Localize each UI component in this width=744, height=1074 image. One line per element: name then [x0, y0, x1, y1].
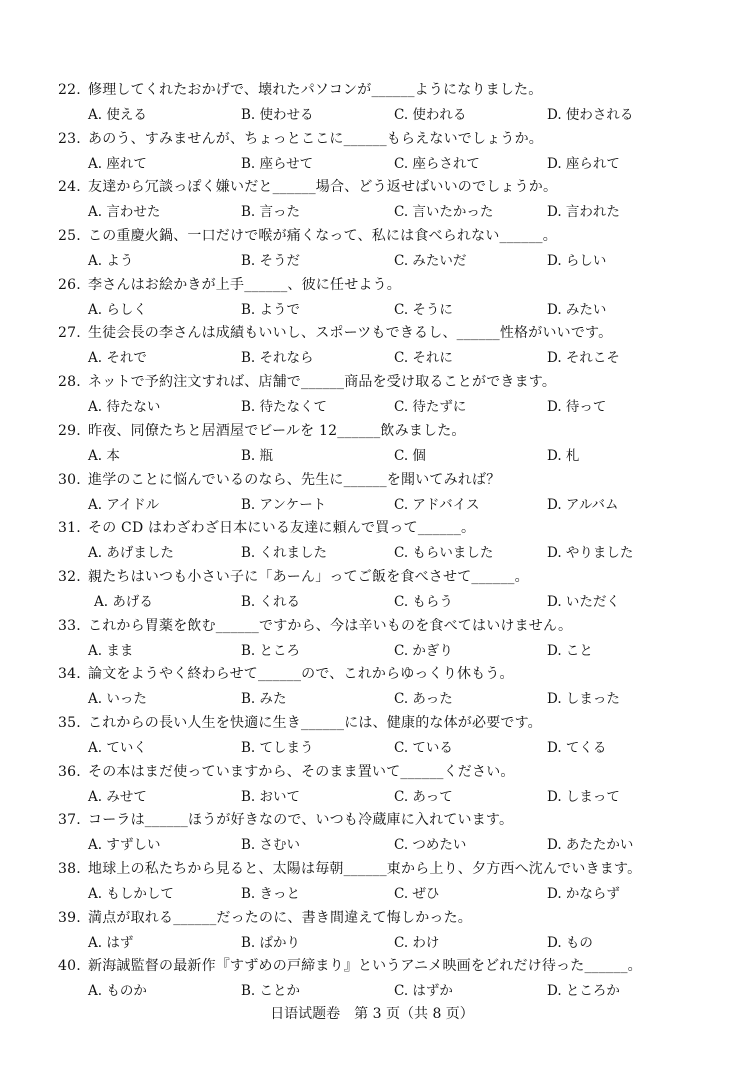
option-b: B. くれました [241, 545, 328, 562]
option-d: D. みたい [547, 301, 607, 318]
answer-options [88, 639, 688, 663]
option-c: C. はずか [394, 983, 453, 1000]
option-b: B. きっと [241, 886, 301, 902]
answer-options [88, 979, 688, 1003]
option-b: B. 言った [241, 204, 301, 221]
option-d: D. いただく [547, 593, 620, 610]
question-line [58, 78, 542, 102]
question-item [58, 175, 688, 224]
answer-options [88, 833, 688, 857]
answer-options [88, 346, 688, 370]
option-a: A. もしかして [88, 886, 174, 902]
option-c: C. 個 [394, 447, 426, 464]
option-c: C. 待たずに [394, 399, 467, 416]
option-d: D. 札 [547, 447, 580, 464]
option-a: A. 座れて [88, 155, 147, 172]
question-item [58, 468, 688, 517]
option-d: D. しまって [547, 788, 620, 805]
question-text: 生徒会長の李さんは成績もいいし、スポーツもできるし、______性格がいいです。 [88, 325, 613, 342]
option-a: A. 本 [88, 447, 120, 464]
option-b: B. てしまう [241, 739, 314, 756]
question-text: これから胃薬を飲む______ですから、今は辛いものを食べてはいけません。 [88, 617, 573, 634]
answer-options [88, 785, 688, 809]
option-d: D. 使わされる [547, 107, 634, 123]
option-b: B. 瓶 [241, 447, 274, 464]
question-number: 36. [58, 763, 81, 780]
question-text: 地球上の私たちから見ると、太陽は毎朝______東から上り、夕方西へ沈んでいきます。 [88, 861, 642, 877]
question-text: ネットで予約注文すれば、店舗で______商品を受け取ることができます。 [88, 374, 557, 391]
option-d: D. らしい [547, 253, 607, 270]
question-number: 37. [58, 812, 81, 829]
option-d: D. 座られて [547, 155, 620, 172]
question-line [58, 273, 401, 297]
option-c: C. 使われる [394, 107, 467, 123]
option-c: C. みたいだ [394, 253, 467, 270]
question-number: 40. [58, 958, 81, 975]
answer-options [88, 590, 688, 614]
question-text: その CD はわざわざ日本にいる友達に頼んで買って______。 [88, 520, 476, 537]
option-d: D. かならず [547, 886, 620, 902]
question-item [58, 78, 688, 127]
option-d: D. もの [547, 934, 593, 951]
option-a: A. ものか [88, 983, 147, 1000]
question-text: 昨夜、同僚たちと居酒屋でビールを 12______飲みました。 [88, 422, 466, 439]
option-a: A. アイドル [88, 496, 160, 513]
option-c: C. ぜひ [394, 886, 440, 902]
question-number: 26. [58, 276, 81, 293]
question-number: 24. [58, 179, 81, 196]
question-item [58, 662, 688, 711]
question-text: これからの長い人生を快適に生き______には、健康的な体が必要です。 [88, 714, 542, 731]
question-number: 23. [58, 130, 81, 147]
option-c: C. 言いたかった [394, 204, 494, 221]
answer-options [88, 444, 688, 468]
question-text: 修理してくれたおかげで、壊れたパソコンが______ようになりました。 [88, 82, 543, 98]
question-line [58, 760, 515, 784]
question-item [58, 906, 688, 955]
question-item [58, 857, 688, 906]
option-c: C. わけ [394, 934, 440, 951]
question-item [58, 516, 688, 565]
question-item [58, 808, 688, 857]
question-line [58, 565, 529, 589]
question-line [58, 370, 556, 394]
question-number: 22. [58, 82, 81, 98]
question-number: 29. [58, 422, 81, 439]
answer-options [88, 736, 688, 760]
option-c: C. もらいました [394, 545, 494, 562]
question-text: 親たちはいつも小さい子に「あーん」ってご飯を食べさせて______。 [88, 568, 529, 585]
option-c: C. アドバイス [394, 496, 480, 513]
question-number: 31. [58, 520, 81, 537]
answer-options [88, 298, 688, 322]
option-b: B. おいて [241, 788, 301, 805]
question-item [58, 565, 688, 614]
answer-options [88, 152, 688, 176]
question-item [58, 273, 688, 322]
question-item [58, 127, 688, 176]
answer-options [88, 200, 688, 224]
option-a: A. みせて [88, 788, 147, 805]
option-b: B. さむい [241, 837, 301, 854]
question-number: 28. [58, 374, 81, 391]
question-number: 25. [58, 228, 81, 245]
question-number: 39. [58, 909, 81, 926]
question-item [58, 614, 688, 663]
option-a: A. らしく [88, 301, 147, 318]
option-c: C. かぎり [394, 642, 453, 659]
option-a: A. それで [88, 350, 147, 367]
question-text: 満点が取れる______だったのに、書き間違えて悔しかった。 [88, 909, 472, 926]
option-c: C. ている [394, 739, 453, 756]
option-d: D. しまった [547, 691, 620, 708]
question-item [58, 224, 688, 273]
question-item [58, 711, 688, 760]
option-b: B. ことか [241, 983, 301, 1000]
option-d: D. それこそ [547, 350, 620, 367]
question-line [58, 321, 612, 345]
question-text: 論文をようやく終わらせて______ので、これからゆっくり休もう。 [88, 666, 514, 683]
question-number: 35. [58, 714, 81, 731]
question-text: その本はまだ使っていますから、そのまま置いて______ください。 [88, 763, 515, 780]
option-b: B. 待たなくて [241, 399, 328, 416]
question-line [58, 614, 572, 638]
option-d: D. アルバム [547, 496, 619, 513]
question-line [58, 954, 642, 978]
question-text: あのう、すみませんが、ちょっとここに______もらえないでしょうか。 [88, 130, 543, 147]
question-item [58, 954, 688, 1003]
option-d: D. あたたかい [547, 837, 634, 854]
option-d: D. やりました [547, 545, 634, 562]
option-a: A. よう [88, 253, 134, 270]
question-number: 32. [58, 568, 81, 585]
question-number: 27. [58, 325, 81, 342]
answer-options [88, 493, 688, 517]
option-a: A. 使える [88, 107, 147, 123]
option-b: B. アンケート [241, 496, 327, 513]
question-line [58, 711, 542, 735]
answer-options [88, 882, 688, 906]
option-a: A. あげる [94, 593, 153, 610]
option-c: C. あって [394, 788, 453, 805]
page-footer: 日语试题卷 第 3 页（共 8 页） [270, 1006, 474, 1022]
question-number: 34. [58, 666, 81, 683]
question-line [58, 906, 472, 930]
option-b: B. みた [241, 691, 287, 708]
option-b: B. 座らせて [241, 155, 314, 172]
option-d: D. こと [547, 642, 593, 659]
option-b: B. ばかり [241, 934, 301, 951]
option-a: A. すずしい [88, 837, 161, 854]
option-b: B. ところ [241, 642, 301, 659]
question-line [58, 468, 500, 492]
question-list [58, 78, 688, 1003]
option-a: A. あげました [88, 545, 174, 562]
option-d: D. てくる [547, 739, 607, 756]
question-line [58, 127, 543, 151]
question-text: 李さんはお絵かきが上手______、彼に任せよう。 [88, 276, 401, 293]
option-a: A. 言わせた [88, 204, 161, 221]
question-item [58, 419, 688, 468]
question-text: この重慶火鍋、一口だけで喉が痛くなって、私には食べられない______。 [88, 228, 557, 245]
answer-options [88, 541, 688, 565]
option-a: A. まま [88, 642, 134, 659]
option-c: C. そうに [394, 301, 453, 318]
answer-options [88, 103, 688, 127]
option-b: B. ようで [241, 301, 301, 318]
question-line [58, 808, 513, 832]
question-number: 38. [58, 861, 81, 877]
option-b: B. 使わせる [241, 107, 314, 123]
question-line [58, 224, 557, 248]
answer-options [88, 931, 688, 955]
option-a: A. 待たない [88, 399, 161, 416]
option-c: C. つめたい [394, 837, 467, 854]
option-b: B. それなら [241, 350, 314, 367]
option-d: D. 待って [547, 399, 607, 416]
question-item [58, 370, 688, 419]
answer-options [88, 687, 688, 711]
option-a: A. いった [88, 691, 147, 708]
question-line [58, 662, 514, 686]
answer-options [88, 395, 688, 419]
question-number: 30. [58, 471, 81, 488]
question-item [58, 321, 688, 370]
question-line [58, 419, 466, 443]
answer-options [88, 249, 688, 273]
option-a: A. ていく [88, 739, 147, 756]
question-line [58, 857, 641, 881]
option-b: B. くれる [241, 593, 301, 610]
option-c: C. それに [394, 350, 453, 367]
option-c: C. もらう [394, 593, 453, 610]
question-text: 新海誠監督の最新作『すずめの戸締まり』というアニメ映画をどれだけ待った______。 [88, 958, 642, 975]
question-text: 友達から冗談っぽく嫌いだと______場合、どう返せばいいのでしょうか。 [88, 179, 558, 196]
option-d: D. ところか [547, 983, 620, 1000]
question-text: 進学のことに悩んでいるのなら、先生に______を聞いてみれば？ [88, 471, 501, 488]
question-text: コーラは______ほうが好きなので、いつも冷蔵庫に入れています。 [88, 812, 514, 829]
question-item [58, 760, 688, 809]
option-d: D. 言われた [547, 204, 620, 221]
option-c: C. あった [394, 691, 453, 708]
question-number: 33. [58, 617, 81, 634]
option-b: B. そうだ [241, 253, 301, 270]
option-c: C. 座らされて [394, 155, 480, 172]
question-line [58, 175, 557, 199]
option-a: A. はず [88, 934, 134, 951]
question-line [58, 516, 475, 540]
